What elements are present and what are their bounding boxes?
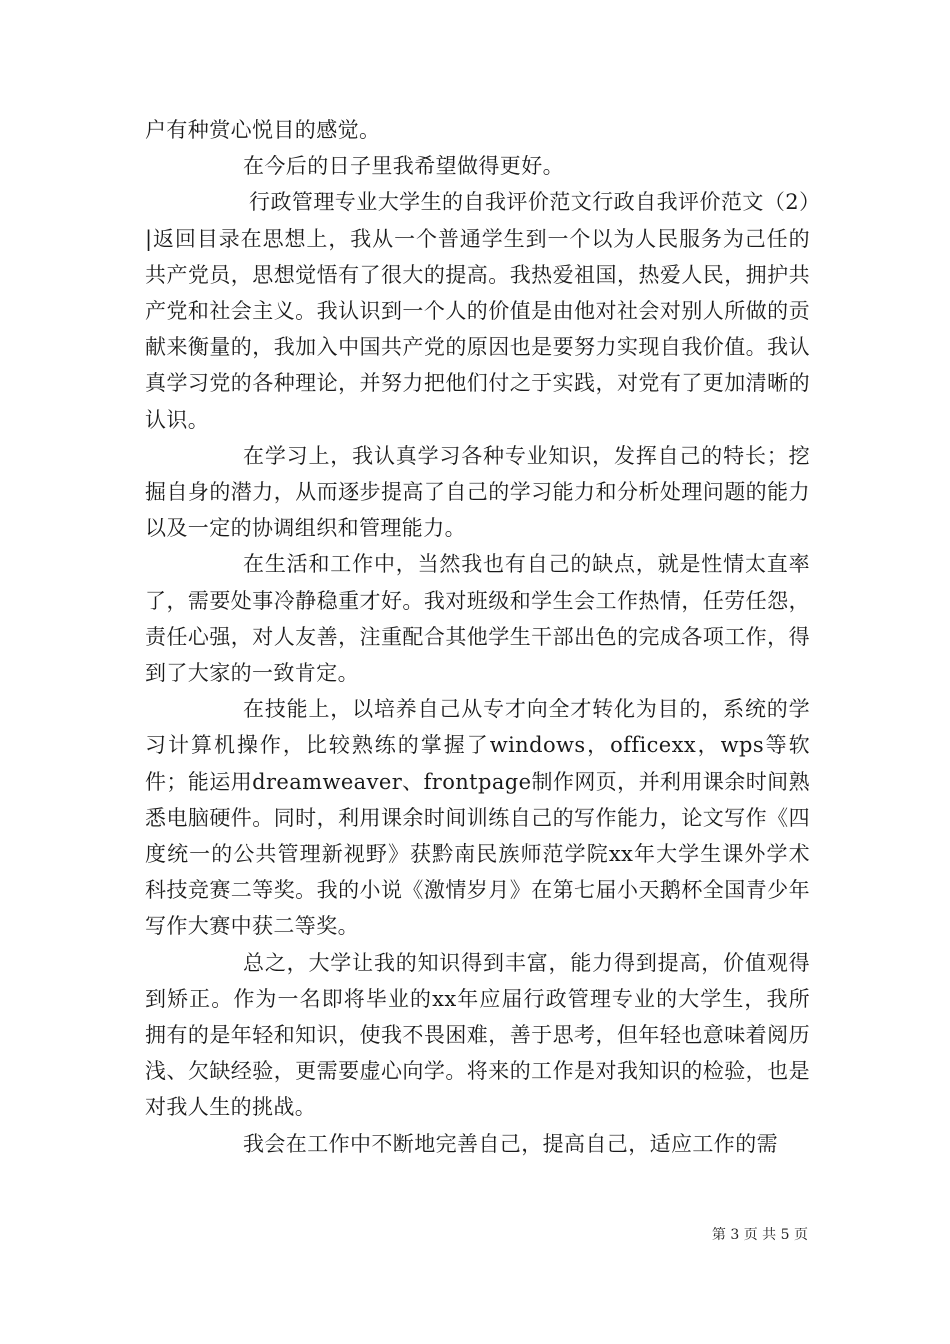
paragraph-1: 户有种赏心悦目的感觉。 bbox=[145, 118, 381, 142]
paragraph-6: 在技能上，以培养自己从专才向全才转化为目的，系统的学习计算机操作，比较熟练的掌握了windows，officexx，wps等软件；能运用dreamweaver、frontpage制作网页，并利用课余时间熟悉电脑硬件。同时，利用课余时间训练自己的写作能力，论文写作《四度统一的公共管理新视野》获黔南民族师范学院xx年大学生课外学术科技竞赛二等奖。我的小说《激情岁月》在第七届小天鹅杯全国青少年写作大赛中获二等奖。 bbox=[145, 697, 810, 939]
page-number-footer: 第 3 页 共 5 页 bbox=[711, 1227, 808, 1243]
paragraph-4: 在学习上，我认真学习各种专业知识，发挥自己的特长；挖掘自身的潜力，从而逐步提高了自己的学习能力和分析处理问题的能力以及一定的协调组织和管理能力。 bbox=[145, 443, 810, 541]
paragraph-2: 在今后的日子里我希望做得更好。 bbox=[243, 154, 564, 179]
document-body bbox=[145, 112, 810, 1162]
paragraph-5: 在生活和工作中，当然我也有自己的缺点，就是性情太直率了，需要处事冷静稳重才好。我对班级和学生会工作热情，任劳任怨，责任心强，对人友善，注重配合其他学生干部出色的完成各项工作，得到了大家的一致肯定。 bbox=[145, 552, 810, 686]
paragraph-7: 总之，大学让我的知识得到丰富，能力得到提高，价值观得到矫正。作为一名即将毕业的xx年应届行政管理专业的大学生，我所拥有的是年轻和知识，使我不畏困难，善于思考，但年轻也意味着阅历浅、欠缺经验，更需要虚心向学。将来的工作是对我知识的检验，也是对我人生的挑战。 bbox=[145, 950, 810, 1120]
paragraph-3: 行政管理专业大学生的自我评价范文行政自我评价范文（2）|返回目录在思想上，我从一个普通学生到一个以为人民服务为己任的共产党员，思想觉悟有了很大的提高。我热爱祖国，热爱人民，拥护共产党和社会主义。我认识到一个人的价值是由他对社会对别人所做的贡献来衡量的，我加入中国共产党的原因也是要努力实现自我价值。我认真学习党的各种理论，并努力把他们付之于实践，对党有了更加清晰的认识。 bbox=[145, 190, 810, 432]
paragraph-8: 我会在工作中不断地完善自己，提高自己，适应工作的需 bbox=[243, 1131, 778, 1156]
